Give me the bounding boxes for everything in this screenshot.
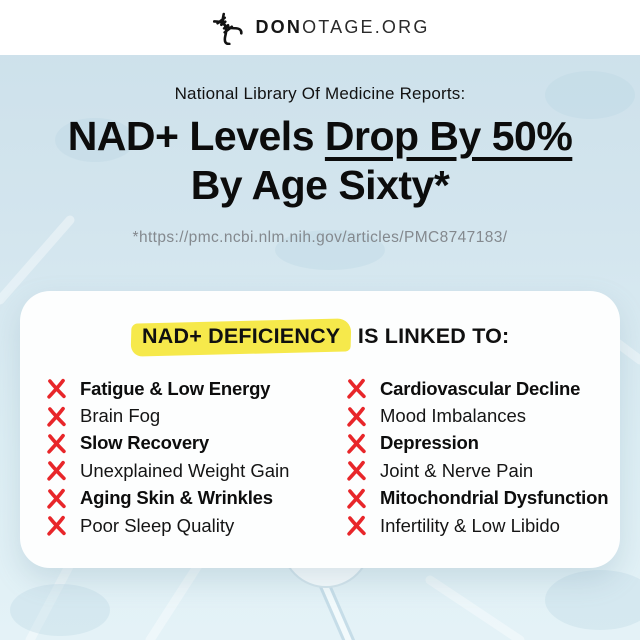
highlight-mark [130,318,351,356]
card-heading-highlighted: NAD+ DEFICIENCY [141,323,340,348]
x-mark-icon [346,378,367,399]
list-item [346,430,608,457]
card-heading [20,321,620,354]
list-item [46,457,346,484]
title-underlined: Drop By 50% [324,113,573,159]
page-title [0,112,640,210]
list-item [346,402,608,429]
x-mark-icon [46,515,67,536]
list-item-label: Mitochondrial Dysfunction [380,487,609,509]
list-item-label: Slow Recovery [80,432,210,454]
title-prefix: NAD+ Levels [67,113,325,159]
x-mark-icon [46,460,67,481]
logo-wordmark-light: OTAGE.ORG [302,17,430,37]
list-item-label: Depression [380,432,479,454]
symptoms-column-left [46,375,346,539]
list-item-label: Poor Sleep Quality [80,514,235,536]
logo-wordmark-bold: DON [255,17,303,37]
list-item [46,512,346,539]
x-mark-icon [346,515,367,536]
x-mark-icon [346,460,367,481]
symptoms-list [20,375,620,539]
list-item [46,430,346,457]
list-item-label: Infertility & Low Libido [380,514,560,536]
x-mark-icon [346,433,367,454]
list-item-label: Fatigue & Low Energy [80,377,271,399]
list-item [46,375,346,402]
x-mark-icon [46,378,67,399]
card-heading-rest: IS LINKED TO: [357,324,510,348]
list-item [346,485,608,512]
list-item-label: Cardiovascular Decline [380,377,581,399]
x-mark-icon [346,488,367,509]
symptoms-card [20,291,620,568]
citation-url: *https://pmc.ncbi.nlm.nih.gov/articles/PMC8747183/ [132,229,508,246]
x-mark-icon [46,433,67,454]
list-item [346,512,608,539]
list-item [346,457,608,484]
list-item [346,375,608,402]
x-mark-icon [46,406,67,427]
list-item [46,485,346,512]
list-item [46,402,346,429]
kicker-text: National Library Of Medicine Reports: [174,84,466,103]
list-item-label: Brain Fog [80,405,161,427]
list-item-label: Aging Skin & Wrinkles [80,487,273,509]
list-item-label: Mood Imbalances [380,405,527,427]
list-item-label: Joint & Nerve Pain [380,459,534,481]
logo-wordmark [255,17,429,38]
x-mark-icon [346,406,367,427]
dna-icon [210,11,244,45]
logo-bar [0,0,640,55]
list-item-label: Unexplained Weight Gain [80,459,290,481]
title-line2: By Age Sixty* [190,162,450,208]
x-mark-icon [46,488,67,509]
symptoms-column-right [346,375,608,539]
